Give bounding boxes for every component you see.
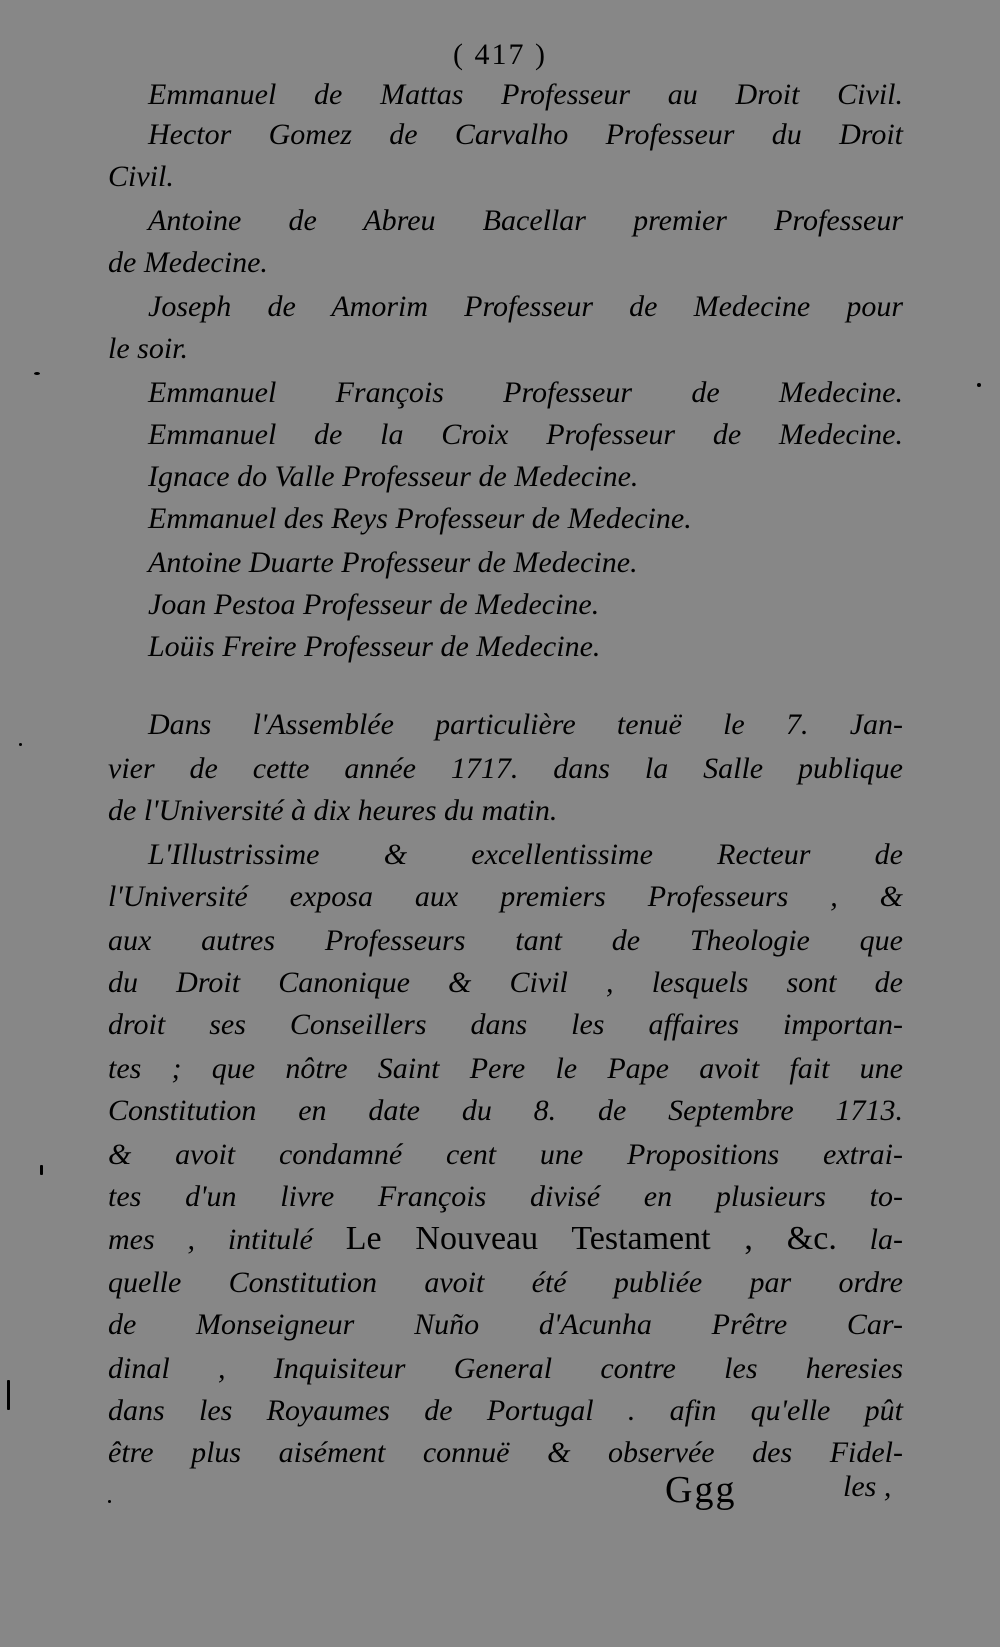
body-line: Constitution en date du 8. de Septembre 1713. <box>108 1094 903 1127</box>
body-line: quelle Constitution avoit été publiée par ordre <box>108 1266 903 1299</box>
faculty-line: Joseph de Amorim Professeur de Medecine pour <box>148 290 903 323</box>
faculty-line: Ignace do Valle Professeur de Medecine. <box>148 460 639 493</box>
faculty-line: Hector Gomez de Carvalho Professeur du Droit <box>148 118 903 151</box>
body-line: de Monseigneur Nuño d'Acunha Prêtre Car- <box>108 1308 903 1341</box>
scan-speck <box>19 743 22 746</box>
body-line: tes d'un livre François divisé en plusieurs to- <box>108 1180 903 1213</box>
body-line-with-title <box>108 1222 903 1256</box>
body-line: tes ; que nôtre Saint Pere le Pape avoit fait une <box>108 1052 903 1085</box>
body-line: être plus aisément connuë & observée des Fidel- <box>108 1436 903 1469</box>
signature-mark: Ggg <box>665 1469 737 1511</box>
scan-speck <box>34 372 40 375</box>
faculty-line: Emmanuel François Professeur de Medecine. <box>148 376 903 409</box>
faculty-line: Emmanuel des Reys Professeur de Medecine. <box>148 502 692 535</box>
faculty-line: de Medecine. <box>108 246 268 279</box>
book-title: Le Nouveau Testament , &c. <box>345 1220 837 1257</box>
body-line: dinal , Inquisiteur General contre les heresies <box>108 1352 903 1385</box>
assembly-line: de l'Université à dix heures du matin. <box>108 794 558 827</box>
body-line: dans les Royaumes de Portugal . afin qu'elle pût <box>108 1394 903 1427</box>
faculty-line: Emmanuel de la Croix Professeur de Medecine. <box>148 418 903 451</box>
scan-speck <box>108 1500 111 1503</box>
catchword: les , <box>843 1470 892 1503</box>
faculty-line: Civil. <box>108 160 174 193</box>
body-line: L'Illustrissime & excellentissime Recteur de <box>148 838 903 871</box>
page-number: ( 417 ) <box>453 38 547 71</box>
faculty-line: Antoine Duarte Professeur de Medecine. <box>148 546 638 579</box>
assembly-line: Dans l'Assemblée particulière tenuë le 7. Jan- <box>148 708 903 741</box>
body-line: du Droit Canonique & Civil , lesquels sont de <box>108 966 903 999</box>
scan-speck <box>7 1380 10 1410</box>
body-line: aux autres Professeurs tant de Theologie que <box>108 924 903 957</box>
body-line-end: la- <box>869 1223 903 1256</box>
body-line: droit ses Conseillers dans les affaires importan- <box>108 1008 903 1041</box>
scan-speck <box>977 383 981 387</box>
faculty-line: Loüis Freire Professeur de Medecine. <box>148 630 601 663</box>
body-line: l'Université exposa aux premiers Professeurs , & <box>108 880 903 913</box>
faculty-line: Emmanuel de Mattas Professeur au Droit Civil. <box>148 78 903 111</box>
faculty-line: le soir. <box>108 332 189 365</box>
scan-speck <box>40 1165 43 1175</box>
body-line: & avoit condamné cent une Propositions extrai- <box>108 1138 903 1171</box>
body-line-start: mes , intitulé <box>108 1223 313 1256</box>
faculty-line: Antoine de Abreu Bacellar premier Professeur <box>148 204 903 237</box>
assembly-line: vier de cette année 1717. dans la Salle publique <box>108 752 903 785</box>
faculty-line: Joan Pestoa Professeur de Medecine. <box>148 588 600 621</box>
